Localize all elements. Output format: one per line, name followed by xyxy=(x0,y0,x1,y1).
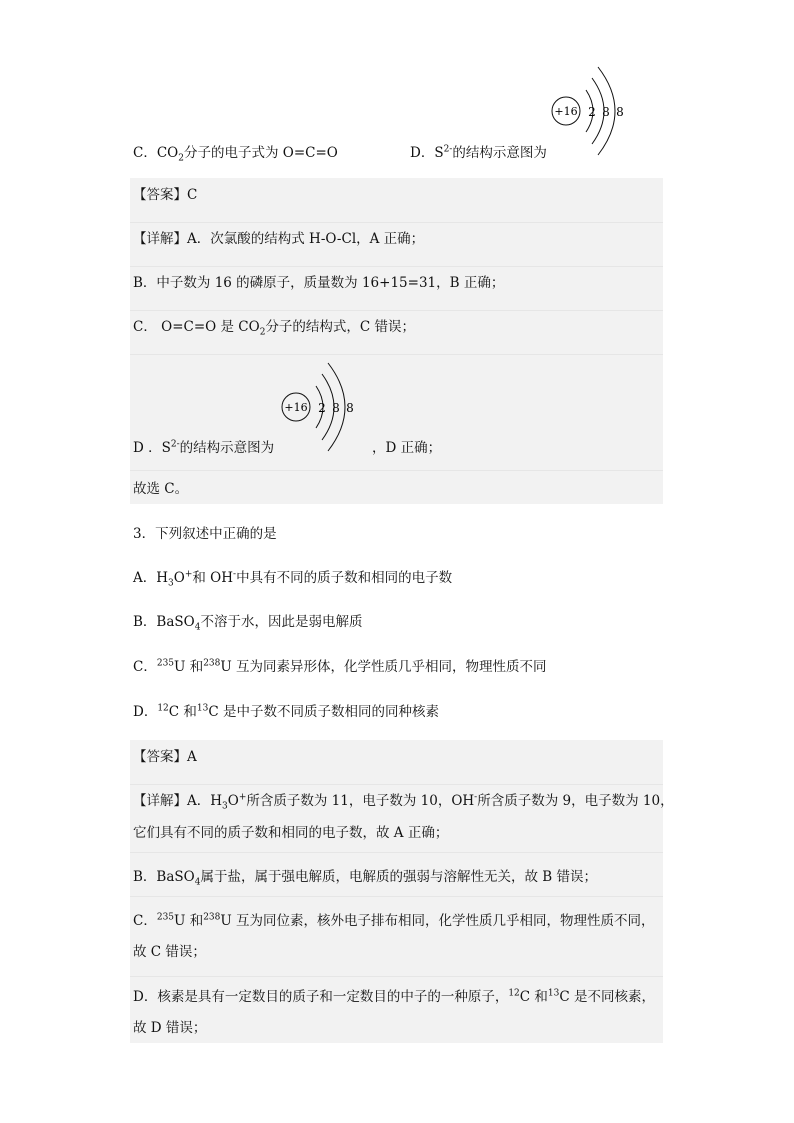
separator xyxy=(130,470,663,471)
explanation-2-a-line2: 它们具有不同的质子数和相同的电子数，故 A 正确； xyxy=(133,825,449,841)
separator xyxy=(130,976,663,977)
option-c-top: C．$CO_2$分子的电子式为 O=C=O xyxy=(133,145,338,164)
shell-electron-count: 8 xyxy=(602,105,610,119)
shell-electron-count: 8 xyxy=(346,401,354,415)
explanation-1-b: B．中子数为 16 的磷原子，质量数为 16+15=31，B 正确； xyxy=(133,275,505,291)
sulfide-ion-structure-diagram-inline xyxy=(276,360,366,456)
explanation-1-c: C． O=C=O 是 $CO_2$分子的结构式，C 错误； xyxy=(133,319,416,338)
explanation-1-d: D ．$S^{2-}$的结构示意图为 xyxy=(133,439,275,456)
question-3-stem: 3．下列叙述中正确的是 xyxy=(133,526,277,542)
explanation-2-c-line2: 故 C 错误； xyxy=(133,944,206,960)
question-3-option-a: A．$H_3O^+$和 OH-中具有不同的质子数和相同的电子数 xyxy=(133,569,453,589)
explanation-2-c-line1: C．$^{235}$U 和$^{238}$U 互为同位素，核外电子排布相同，化学性质几乎相同，物理性质不同， xyxy=(133,912,655,929)
explanation-2-b: B．BaSO$_4$属于盐，属于强电解质，电解质的强弱与溶解性无关，故 B 错误； xyxy=(133,869,597,888)
answer-1: 【答案】C xyxy=(133,187,198,203)
separator xyxy=(130,266,663,267)
explanation-1-d-suffix: ，D 正确； xyxy=(372,440,442,456)
explanation-1-conclusion: 故选 C。 xyxy=(133,481,189,497)
nucleus-charge: +16 xyxy=(554,105,578,118)
explanation-1-a: 【详解】A．次氯酸的结构式 H-O-Cl，A 正确； xyxy=(133,231,425,247)
shell-electron-count: 8 xyxy=(332,401,340,415)
separator xyxy=(130,222,663,223)
question-3-option-c: C．$^{235}$U 和$^{238}$U 互为同素异形体，化学性质几乎相同，物理性质不同 xyxy=(133,658,547,675)
explanation-2-d-line2: 故 D 错误； xyxy=(133,1020,207,1036)
separator xyxy=(130,354,663,355)
separator xyxy=(130,784,663,785)
sulfide-ion-structure-diagram xyxy=(546,64,636,160)
question-3-option-d: D．$^{12}$C 和$^{13}$C 是中子数不同质子数相同的同种核素 xyxy=(133,703,439,720)
separator xyxy=(130,310,663,311)
explanation-2-a-line1: 【详解】A．$H_3O^+$所含质子数为 11，电子数为 10，OH-所含质子数为 9，电子数为 10， xyxy=(133,792,674,812)
shell-electron-count: 2 xyxy=(318,401,326,415)
answer-2: 【答案】A xyxy=(133,749,197,765)
shell-electron-count: 8 xyxy=(616,105,624,119)
separator xyxy=(130,896,663,897)
shell-electron-count: 2 xyxy=(588,105,596,119)
option-d-top: D．$S^{2-}$的结构示意图为 xyxy=(410,144,547,161)
separator xyxy=(130,852,663,853)
explanation-2-d-line1: D．核素是具有一定数目的质子和一定数目的中子的一种原子，$^{12}$C 和$^{13}$C 是不同核素， xyxy=(133,988,655,1005)
question-3-option-b: B．BaSO$_4$不溶于水，因此是弱电解质 xyxy=(133,614,363,633)
nucleus-charge: +16 xyxy=(284,401,308,414)
